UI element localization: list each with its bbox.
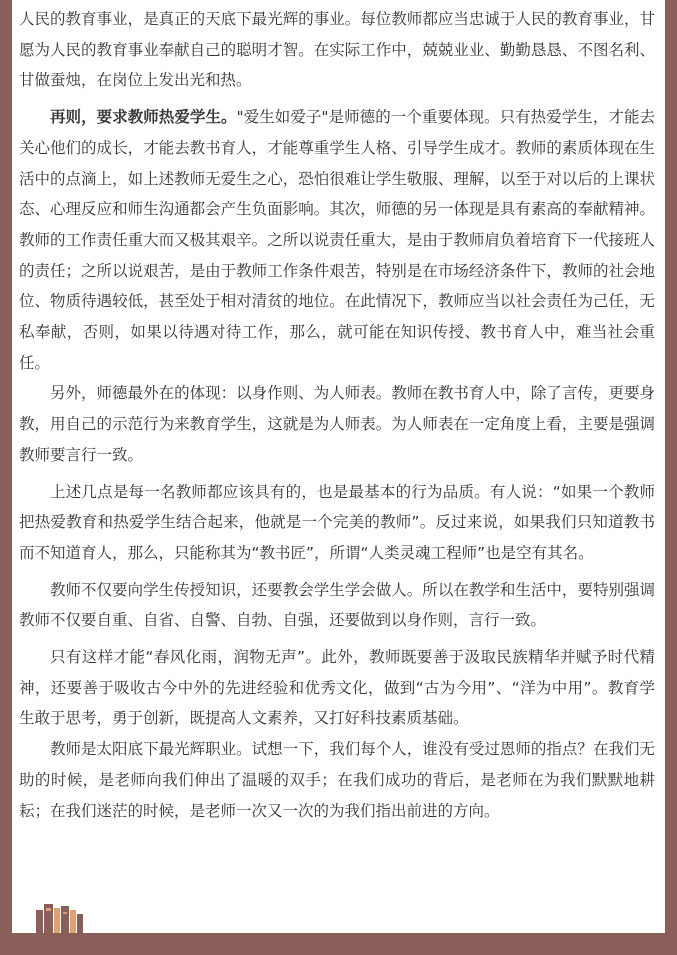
paragraph-6: 只有这样才能“春风化雨，润物无声”。此外，教师既要善于汲取民族精华并赋予时代精神，还要善于吸收古今中外的先进经验和优秀文化，做到“古为今用”、“洋为中用”。教育学生敢于思考，勇于创新，既提高人文素养，又打好科技素质基础。 <box>19 648 655 728</box>
bottom-frame <box>12 933 665 945</box>
paragraph-2-text: "爱生如爱子"是师德的一个重要体现。只有热爱学生，才能去关心他们的成长，才能去教书育人，才能尊重学生人格、引导学生成才。教师的素质体现在生活中的点滴上，如上述教师无爱生之心，恐怕很难让学生敬服、理解，以至于对以后的上课状态、心理反应和师生沟通都会产生负面影响。其次，师德的另一体现是具有素高的奉献精神。教师的工作责任重大而又极其艰辛。之所以说责任重大，是由于教师肩负着培育下一代接班人的责任；之所以说艰苦，是由于教师工作条件艰苦，特别是在市场经济条件下，教师的社会地位、物质待遇较低，甚至处于相对清贫的地位。在此情况下，教师应当以社会责任为己任，无私奉献，否则，如果以待遇对待工作，那么，就可能在知识传授、教书育人中，难当社会重任。 <box>19 108 655 372</box>
paragraph-2-lead: 再则，要求教师热爱学生。 <box>50 108 237 127</box>
article-page <box>12 0 665 945</box>
article-body <box>19 4 655 826</box>
paragraph-3: 另外，师德最外在的体现：以身作则、为人师表。教师在教书育人中，除了言传，更要身教，用自己的示范行为来教育学生，这就是为人师表。为人师表在一定角度上看，主要是强调教师要言行一致。 <box>19 384 655 464</box>
books-icon <box>34 900 84 934</box>
paragraph-2 <box>19 102 655 378</box>
paragraph-5: 教师不仅要向学生传授知识，还要教会学生学会做人。所以在教学和生活中，要特别强调教师不仅要自重、自省、自警、自勃、自强，还要做到以身作则，言行一致。 <box>19 580 655 630</box>
paragraph-7: 教师是太阳底下最光辉职业。试想一下，我们每个人，谁没有受过恩师的指点？在我们无助的时候，是老师向我们伸出了温暖的双手；在我们成功的背后，是老师在为我们默默地耕耘；在我们迷茫的时候，是老师一次又一次的为我们指出前进的方向。 <box>19 740 655 820</box>
paragraph-1: 人民的教育事业，是真正的天底下最光辉的事业。每位教师都应当忠诚于人民的教育事业，甘愿为人民的教育事业奉献自己的聪明才智。在实际工作中，兢兢业业、勤勤恳恳、不图名利、甘做蚕烛，在岗位上发出光和热。 <box>19 10 655 90</box>
paragraph-4: 上述几点是每一名教师都应该具有的，也是最基本的行为品质。有人说：“如果一个教师把热爱教育和热爱学生结合起来，他就是一个完美的教师”。反过来说，如果我们只知道教书而不知道育人，那么，只能称其为“教书匠”，所谓“人类灵魂工程师”也是空有其名。 <box>19 482 655 562</box>
